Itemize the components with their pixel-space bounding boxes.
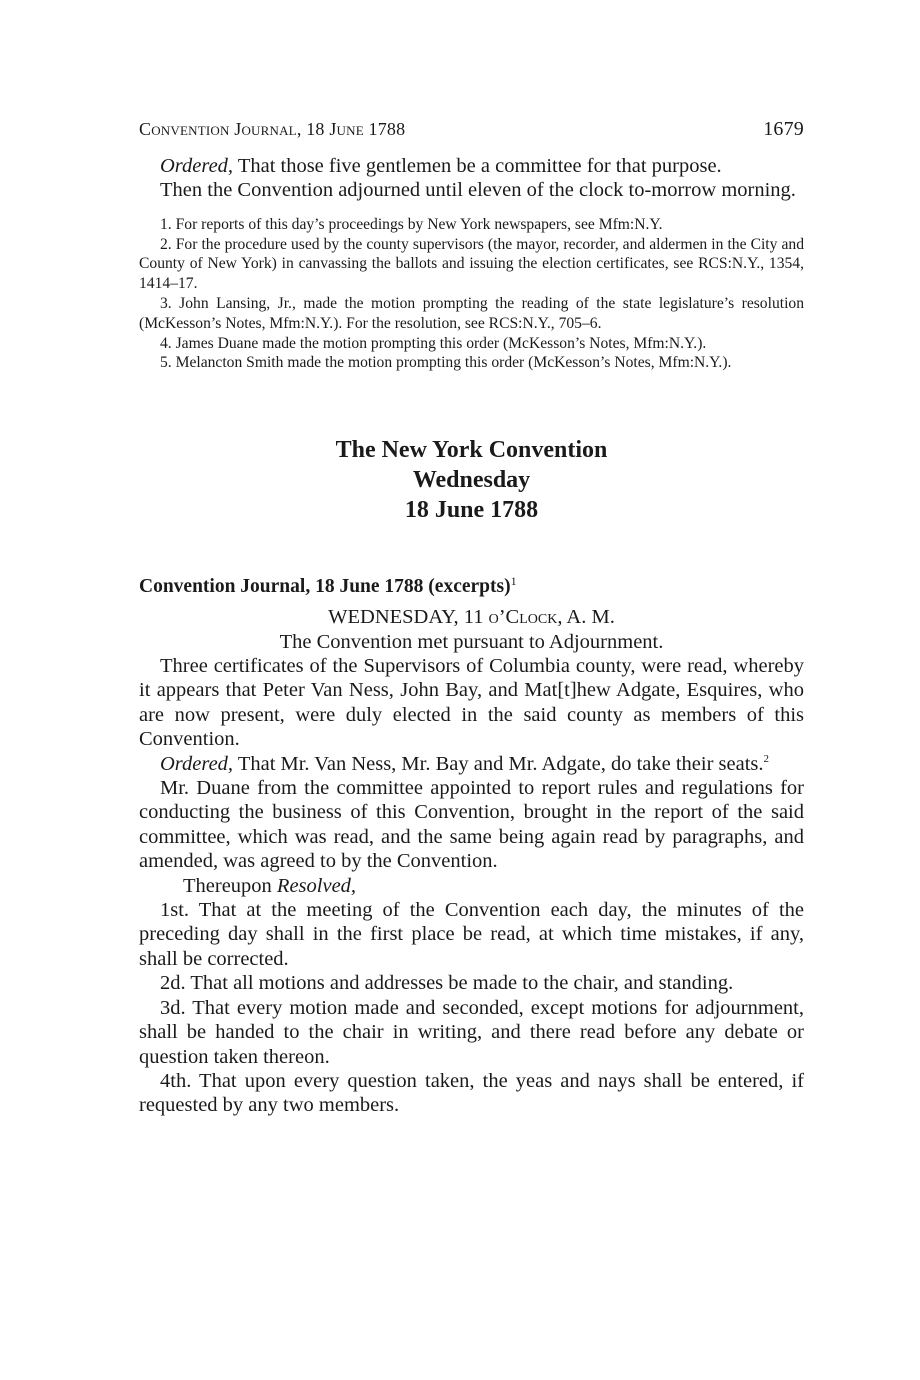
document-page xyxy=(139,118,804,1118)
duane-paragraph: Mr. Duane from the committee appointed to report rules and regulations for conducting the business of this Convention, brought in the report of the said committee, which was read, and the same being again read by paragraphs, and amended, was agreed to by the Convention. xyxy=(139,777,804,873)
ordered-committee-text: That those five gentlemen be a committee for that purpose. xyxy=(233,155,722,177)
footnote-2: 2. For the procedure used by the county supervisors (the mayor, recorder, and aldermen in the City and County of New York) in canvassing the ballots and issuing the election certificates, see RCS:N.Y., 1354, 1414–17. xyxy=(139,235,804,293)
rule-1: 1st. That at the meeting of the Convention each day, the minutes of the preceding day shall in the first place be read, at which time mistakes, if any, shall be corrected. xyxy=(139,899,804,970)
ordered-seats-paragraph: Ordered, That Mr. Van Ness, Mr. Bay and Mr. Adgate, do take their seats.$^2$ xyxy=(160,752,770,775)
section-title xyxy=(139,568,804,600)
adjourned-paragraph: Then the Convention adjourned until eleven of the clock to-morrow morning. xyxy=(160,179,796,202)
running-head xyxy=(139,118,804,154)
footnotes xyxy=(139,215,804,373)
heading-weekday: Wednesday xyxy=(412,467,531,494)
rule-4: 4th. That upon every question taken, the yeas and nays shall be entered, if requested by any two members. xyxy=(139,1069,804,1117)
rule-3: 3d. That every motion made and seconded, except motions for adjournment, shall be handed to the chair in writing, and there read before any debate or question taken thereon. xyxy=(139,996,804,1068)
thereupon-line: Thereupon Resolved, xyxy=(183,874,357,897)
footnote-1: 1. For reports of this day’s proceedings by New York newspapers, see Mfm:N.Y. xyxy=(160,215,663,233)
heading-convention: The New York Convention xyxy=(335,437,608,464)
rule-2: 2d. That all motions and addresses be made to the chair, and standing. xyxy=(160,972,734,995)
ordered-italic: Ordered, xyxy=(160,155,234,177)
heading-date: 18 June 1788 xyxy=(404,497,539,524)
footnote-3: 3. John Lansing, Jr., made the motion prompting the reading of the state legislature’s resolution (McKesson’s Notes, Mfm:N.Y.). For the resolution, see RCS:N.Y., 705–6. xyxy=(139,295,804,332)
convention-met-line: The Convention met pursuant to Adjournment. xyxy=(279,630,664,653)
day-heading xyxy=(139,435,804,525)
journal-entry xyxy=(139,605,804,1118)
time-line: WEDNESDAY, 11 o’Clock, A. M. xyxy=(328,606,615,629)
footnote-5: 5. Melancton Smith made the motion prompting this order (McKesson’s Notes, Mfm:N.Y.). xyxy=(160,354,732,372)
footnote-ref-2: 2 xyxy=(763,752,770,765)
footnote-4: 4. James Duane made the motion prompting this order (McKesson’s Notes, Mfm:N.Y.). xyxy=(160,334,707,352)
page-number: 1679 xyxy=(763,118,804,140)
ordered-committee-paragraph xyxy=(139,154,804,178)
certificates-paragraph: Three certificates of the Supervisors of Columbia county, were read, whereby it appears that Peter Van Ness, John Bay, and Mat[t]hew Adgate, Esquires, who are now present, were duly elected in the said county as members of this Convention. xyxy=(139,655,804,751)
section-title-text: Convention Journal, 18 June 1788 (excerpts) xyxy=(139,576,511,598)
section-title-note-ref: 1 xyxy=(510,574,517,589)
running-head-title: Convention Journal, 18 June 1788 xyxy=(139,119,406,139)
continued-text xyxy=(139,154,804,203)
